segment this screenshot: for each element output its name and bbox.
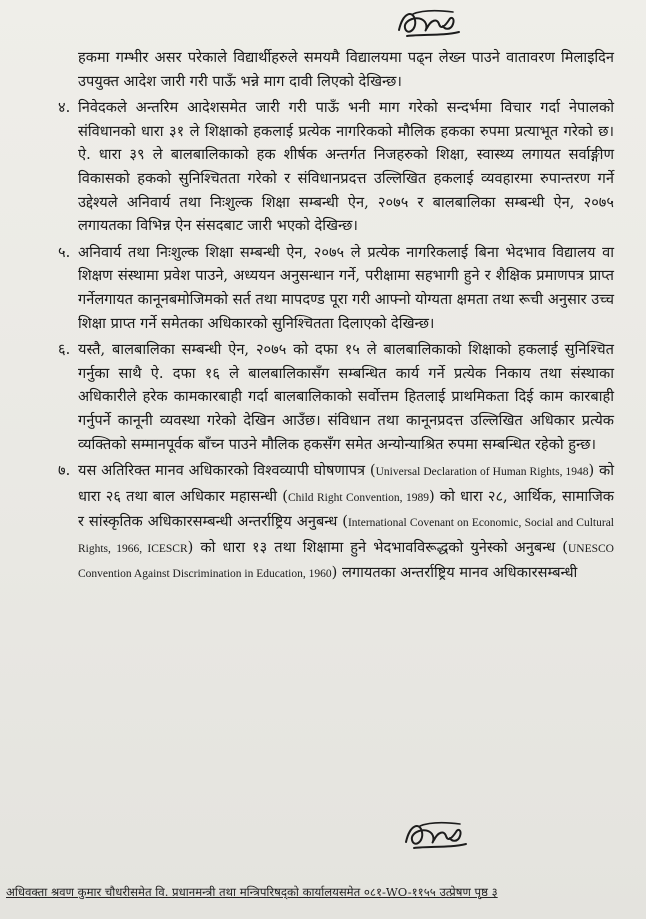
item-text-part: ) को धारा २८, आर्थिक, सामाजिक र सांस्कृतिक अधिकारसम्बन्धी अन्तर्राष्ट्रिय अनुबन्ध ( (78, 487, 614, 531)
item-number: ७. (58, 462, 71, 480)
item-text-part: ) को धारा १३ तथा शिक्षामा हुने भेदभावविरूद्धको युनेस्को अनुबन्ध ( (187, 538, 568, 556)
unesco-reference: UNESCO Convention Against Discrimination in Education, 1960 (78, 542, 614, 581)
item-7 (58, 459, 614, 587)
item-number: ५. (58, 243, 71, 261)
item-text: निवेदकले अन्तरिम आदेशसमेत जारी गरी पाऊँ भनी माग गरेको सन्दर्भमा विचार गर्दा नेपालको संविधानको धारा ३१ ले शिक्षाको हकलाई प्रत्येक नागरिकको मौलिक हकका रुपमा प्रत्याभूत गरेको छ। ऐ. धारा ३९ ले बालबालिकाको हक शीर्षक अन्तर्गत निजहरुको शिक्षा, स्वास्थ्य लगायत सर्वाङ्गीण विकासको हकको सुनिश्चितता गरेको र संविधानप्रदत्त उल्लिखित हकलाई व्यवहारमा रुपान्तरण गर्ने उद्देश्यले अनिवार्य तथा निःशुल्क शिक्षा सम्बन्धी ऐन, २०७५ र बालबालिका सम्बन्धी ऐन, २०७५ लगायतका विभिन्न ऐन संसदबाट जारी भएको देखिन्छ। (78, 99, 614, 235)
signature-bottom (400, 818, 470, 854)
signature-mark (400, 818, 470, 854)
item-number: ६. (58, 341, 71, 359)
udhr-reference: Universal Declaration of Human Rights, 1948 (375, 466, 589, 479)
signature-top (393, 6, 463, 42)
item-5 (58, 241, 614, 335)
crc-reference: Child Right Convention, 1989 (287, 491, 430, 504)
signature-mark (393, 6, 463, 42)
document-body (58, 46, 614, 590)
item-text: अनिवार्य तथा निःशुल्क शिक्षा सम्बन्धी ऐन, २०७५ ले प्रत्येक नागरिकलाई बिना भेदभाव विद्यालय वा शिक्षण संस्थामा प्रवेश पाउने, अध्ययन अनुसन्धान गर्ने, परीक्षामा सहभागी हुने र शैक्षिक प्रमाणपत्र प्राप्त गर्नेलगायत कानूनबमोजिमको सर्त तथा मापदण्ड पूरा गरी आफ्नो योग्यता क्षमता तथा रूची अनुसार उच्च शिक्षा प्राप्त गर्ने समेतका अधिकारको सुनिश्चितता दिलाएको देखिन्छ। (78, 243, 614, 332)
item-text-part: ) लगायतका अन्तर्राष्ट्रिय मानव अधिकारसम्बन्धी (331, 564, 578, 582)
item-4 (58, 96, 614, 238)
icescr-reference: International Covenant on Economic, Social and Cultural Rights, 1966, ICESCR (78, 517, 614, 555)
item-6 (58, 338, 614, 456)
item-number: ४. (58, 99, 71, 117)
page-footer: अधिवक्ता श्रवण कुमार चौधरीसमेत वि. प्रधानमन्त्री तथा मन्त्रिपरिषद्को कार्यालयसमेत ०८१-WO-११५५ उत्प्रेषण पृष्ठ ३ (6, 885, 498, 899)
item-text-part: यस अतिरिक्त मानव अधिकारको विश्वव्यापी घोषणापत्र ( (78, 462, 376, 480)
intro-paragraph: हकमा गम्भीर असर परेकाले विद्यार्थीहरुले समयमै विद्यालयमा पढ्न लेख्न पाउने वातावरण मिलाइदिन उपयुक्त आदेश जारी गरी पाऊँ भन्ने माग दावी लिएको देखिन्छ। (78, 49, 614, 90)
item-text-part: ) को धारा २६ तथा बाल अधिकार महासन्धी ( (78, 462, 614, 505)
item-text: यस्तै, बालबालिका सम्बन्धी ऐन, २०७५ को दफा १५ ले बालबालिकाको शिक्षाको हकलाई सुनिश्चित गर्नुका साथै ऐ. दफा १६ ले बालबालिकासँग सम्बन्धित कार्य गर्ने प्रत्येक निकाय तथा संस्थाका अधिकारीले हरेक कामकारबाही गर्दा बालबालिकाको सर्वोत्तम हितलाई प्राथमिकता दिई काम कारबाही गर्नुपर्ने कानूनी व्यवस्था गरेको देखिन आउँछ। संविधान तथा कानूनप्रदत्त उल्लिखित अधिकार प्रत्येक व्यक्तिको सम्मानपूर्वक बाँच्न पाउने मौलिक हकसँग समेत अन्योन्याश्रित रुपमा सम्बन्धित रहेको हुन्छ। (78, 341, 614, 453)
